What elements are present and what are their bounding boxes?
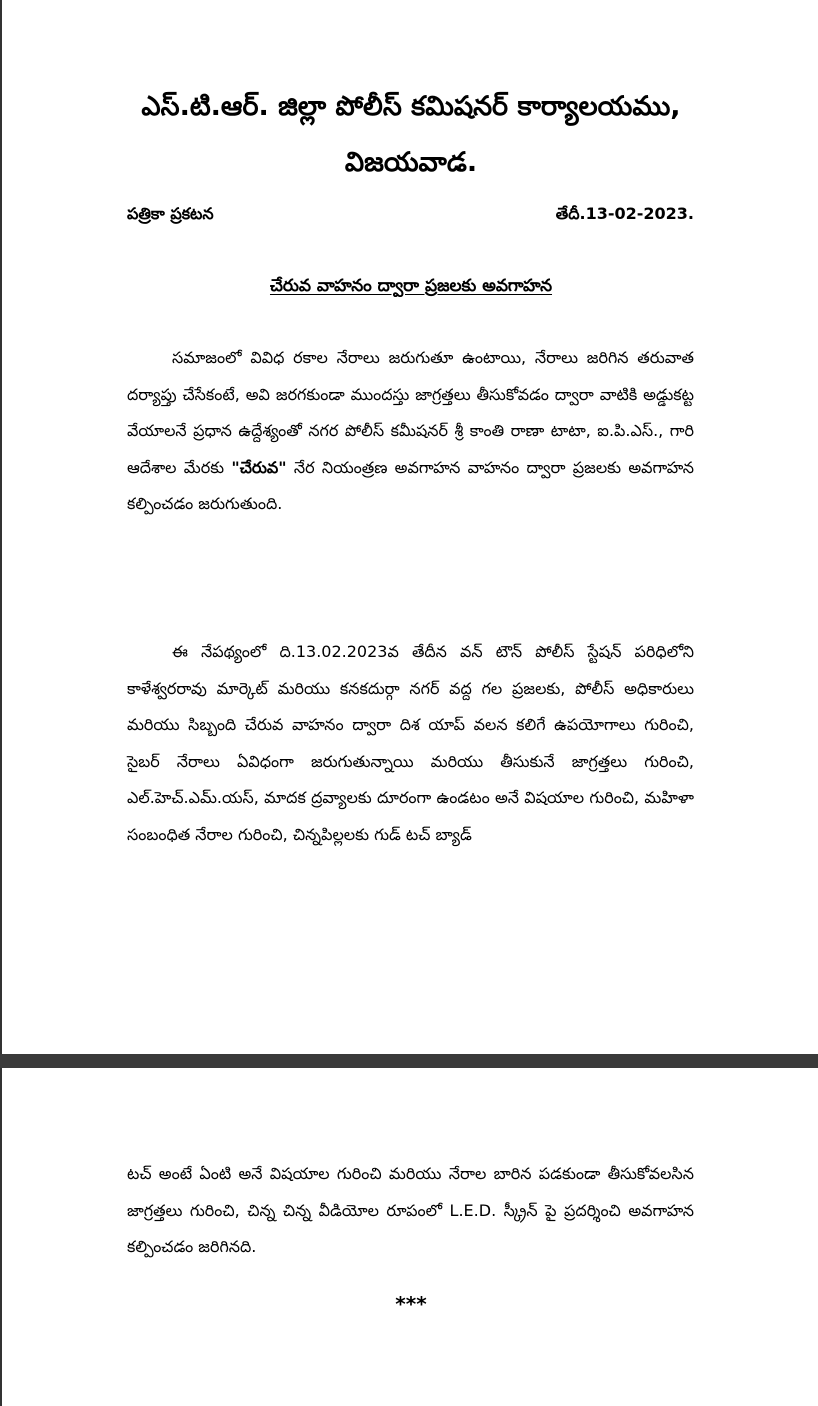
meta-row bbox=[127, 200, 694, 228]
page-separator bbox=[0, 1054, 818, 1068]
para1-text-b: నేర నియంత్రణ అవగాహన వాహనం ద్వారా ప్రజలకు అవగాహన కల్పించడం జరుగుతుంది. bbox=[127, 457, 694, 513]
office-title: ఎస్.టి.ఆర్. జిల్లా పోలీస్ కమిషనర్ కార్యాలయము, bbox=[141, 91, 681, 122]
end-mark: *** bbox=[395, 1292, 427, 1316]
subject-heading bbox=[2, 272, 818, 300]
body-paragraph-2: ఈ నేపథ్యంలో ది.13.02.2023వ తేదీన వన్ టౌన్ పోలీస్ స్టేషన్ పరిధిలోని కాళేశ్వరరావు మార్కెట్ మరియు కనకదుర్గా నగర్ వద్ద గల ప్రజలకు, పోలీస్ అధికారులు మరియు సిబ్బంది చేరువ వాహనం ద్వారా దిశ యాప్ వలన కలిగే ఉపయోగాలు గురించి, సైబర్ నేరాలు ఏవిధంగా జరుగుతున్నాయి మరియు తీసుకునే జాగ్రత్తలు గురించి, ఎల్.హెచ్.ఎమ్.యస్, మాదక ద్రవ్యాలకు దూరంగా ఉండటం అనే విషయాల గురించి, మహిళా సంబంధిత నేరాల గురించి, చిన్నపిల్లలకు గుడ్ టచ్ బ్యాడ్ bbox=[127, 642, 694, 844]
body-paragraph-3: టచ్ అంటే ఏంటి అనే విషయాల గురించి మరియు నేరాల బారిన పడకుండా తీసుకోవలసిన జాగ్రత్తలు గురించి, చిన్న చిన్న వీడియోల రూపంలో L.E.D. స్క్రీన్ పై ప్రదర్శించి అవగాహన కల్పించడం జరిగినది. bbox=[127, 1164, 694, 1256]
city-title: విజయవాడ. bbox=[344, 147, 478, 178]
release-date: తేదీ.13-02-2023. bbox=[555, 204, 694, 223]
para1-text-a: సమాజంలో వివిధ రకాల నేరాలు జరుగుతూ ఉంటాయి, నేరాలు జరిగిన తరువాత దర్యాప్తు చేసేకంటే, అవి జరగకుండా ముందస్తు జాగ్రత్తలు తీసుకోవడం ద్వారా వాటికి అడ్డుకట్ట వేయాలనే ప్రధాన ఉద్దేశ్యంతో నగర పోలీస్ కమీషనర్ శ్రీ కాంతి రాణా టాటా, ఐ.పి.ఎస్., గారి ఆదేశాల మేరకు bbox=[127, 348, 694, 477]
document-page-2 bbox=[0, 1068, 818, 1406]
body-paragraph-1 bbox=[127, 340, 694, 523]
cheruva-keyword: "చేరువ" bbox=[231, 457, 287, 477]
press-release-label: పత్రికా ప్రకటన bbox=[127, 204, 214, 223]
subject-text: చేరువ వాహనం ద్వారా ప్రజలకు అవగాహన bbox=[269, 276, 553, 296]
